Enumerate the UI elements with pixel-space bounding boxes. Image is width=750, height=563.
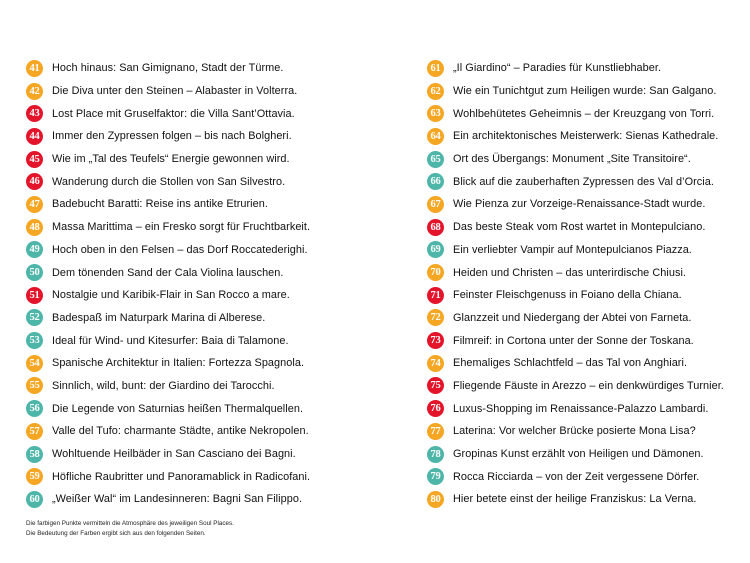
number-badge: 59 — [26, 468, 43, 485]
list-item-text: Wie Pienza zur Vorzeige-Renaissance-Stadt wurde. — [453, 198, 706, 211]
list-item-text: Wohlbehütetes Geheimnis – der Kreuzgang von Torri. — [453, 107, 715, 120]
list-item-text: Heiden und Christen – das unterirdische Chiusi. — [453, 266, 686, 279]
list-item-text: Höfliche Raubritter und Panoramablick in Radicofani. — [52, 470, 311, 483]
list-item — [26, 352, 386, 375]
list-item-text: Luxus-Shopping im Renaissance-Palazzo Lambardi. — [453, 402, 709, 415]
list-item-text: Badebucht Baratti: Reise ins antike Etrurien. — [52, 198, 268, 211]
list-item — [26, 420, 386, 443]
number-badge: 78 — [427, 446, 444, 463]
list-item — [427, 193, 737, 216]
list-item-text: Die Diva unter den Steinen – Alabaster in Volterra. — [52, 85, 298, 98]
list-item — [427, 80, 737, 103]
number-badge: 74 — [427, 355, 444, 372]
list-item-text: Rocca Ricciarda – von der Zeit vergessene Dörfer. — [453, 470, 700, 483]
list-item — [427, 102, 737, 125]
number-badge: 52 — [26, 309, 43, 326]
list-item — [26, 216, 386, 239]
list-item — [26, 307, 386, 330]
list-item — [427, 397, 737, 420]
number-badge: 69 — [427, 241, 444, 258]
number-badge: 65 — [427, 151, 444, 168]
list-item-text: Wohltuende Heilbäder in San Casciano dei Bagni. — [52, 448, 296, 461]
list-item-text: Wanderung durch die Stollen von San Silvestro. — [52, 175, 286, 188]
list-item — [26, 102, 386, 125]
number-badge: 46 — [26, 173, 43, 190]
list-item — [427, 261, 737, 284]
list-item — [427, 352, 737, 375]
list-item — [26, 239, 386, 262]
list-item — [26, 284, 386, 307]
list-item — [26, 488, 386, 511]
number-badge: 75 — [427, 377, 444, 394]
list-item — [427, 170, 737, 193]
number-badge: 60 — [26, 491, 43, 508]
number-badge: 49 — [26, 241, 43, 258]
number-badge: 54 — [26, 355, 43, 372]
number-badge: 70 — [427, 264, 444, 281]
number-badge: 51 — [26, 287, 43, 304]
right-list — [427, 57, 737, 511]
number-badge: 58 — [26, 446, 43, 463]
list-item-text: Hoch hinaus: San Gimignano, Stadt der Türme. — [52, 62, 284, 75]
list-item-text: Nostalgie und Karibik-Flair in San Rocco a mare. — [52, 289, 290, 302]
list-item — [26, 397, 386, 420]
list-item-text: Immer den Zypressen folgen – bis nach Bolgheri. — [52, 130, 292, 143]
list-item — [427, 57, 737, 80]
list-item — [427, 239, 737, 262]
number-badge: 63 — [427, 105, 444, 122]
number-badge: 44 — [26, 128, 43, 145]
list-item — [427, 307, 737, 330]
list-item — [26, 465, 386, 488]
list-item — [26, 125, 386, 148]
list-item-text: Ideal für Wind- und Kitesurfer: Baia di Talamone. — [52, 334, 289, 347]
list-item-text: Wie ein Tunichtgut zum Heiligen wurde: San Galgano. — [453, 85, 717, 98]
number-badge: 77 — [427, 423, 444, 440]
list-item-text: Ehemaliges Schlachtfeld – das Tal von Anghiari. — [453, 357, 688, 370]
list-item-text: Spanische Architektur in Italien: Fortezza Spagnola. — [52, 357, 305, 370]
number-badge: 55 — [26, 377, 43, 394]
list-item-text: Fliegende Fäuste in Arezzo – ein denkwürdiges Turnier. — [453, 379, 724, 392]
list-item-text: Laterina: Vor welcher Brücke posierte Mona Lisa? — [453, 425, 696, 438]
number-badge: 64 — [427, 128, 444, 145]
number-badge: 72 — [427, 309, 444, 326]
list-item-text: „Weißer Wal“ im Landesinneren: Bagni San Filippo. — [52, 493, 303, 506]
list-item — [427, 284, 737, 307]
list-item — [26, 148, 386, 171]
list-item-text: Sinnlich, wild, bunt: der Giardino dei Tarocchi. — [52, 379, 275, 392]
list-item — [427, 420, 737, 443]
list-item-text: Valle del Tufo: charmante Städte, antike Nekropolen. — [52, 425, 309, 438]
number-badge: 68 — [427, 219, 444, 236]
number-badge: 79 — [427, 468, 444, 485]
footer-line-1: Die farbigen Punkte vermitteln die Atmosphäre des jeweiligen Soul Places. — [26, 520, 234, 527]
list-item — [26, 80, 386, 103]
left-list — [26, 57, 386, 511]
number-badge: 66 — [427, 173, 444, 190]
number-badge: 47 — [26, 196, 43, 213]
number-badge: 45 — [26, 151, 43, 168]
number-badge: 57 — [26, 423, 43, 440]
number-badge: 80 — [427, 491, 444, 508]
list-item-text: Ein verliebter Vampir auf Montepulcianos Piazza. — [453, 243, 692, 256]
list-item — [427, 465, 737, 488]
list-item — [427, 443, 737, 466]
footer-line-2: Die Bedeutung der Farben ergibt sich aus den folgenden Seiten. — [26, 529, 206, 537]
number-badge: 42 — [26, 83, 43, 100]
number-badge: 50 — [26, 264, 43, 281]
list-item-text: Badespaß im Naturpark Marina di Alberese. — [52, 311, 266, 324]
list-item — [427, 125, 737, 148]
number-badge: 41 — [26, 60, 43, 77]
number-badge: 76 — [427, 400, 444, 417]
list-item-text: „Il Giardino“ – Paradies für Kunstliebhaber. — [453, 62, 662, 75]
list-item-text: Glanzzeit und Niedergang der Abtei von Farneta. — [453, 311, 692, 324]
list-item-text: Lost Place mit Gruselfaktor: die Villa Sant’Ottavia. — [52, 107, 295, 120]
list-item — [427, 216, 737, 239]
list-item — [26, 329, 386, 352]
list-item-text: Hoch oben in den Felsen – das Dorf Roccatederighi. — [52, 243, 308, 256]
list-item-text: Hier betete einst der heilige Franziskus: La Verna. — [453, 493, 697, 506]
list-item-text: Blick auf die zauberhaften Zypressen des Val d’Orcia. — [453, 175, 714, 188]
number-badge: 61 — [427, 60, 444, 77]
number-badge: 53 — [26, 332, 43, 349]
number-badge: 71 — [427, 287, 444, 304]
footer-note — [26, 519, 234, 538]
number-badge: 48 — [26, 219, 43, 236]
list-item — [26, 57, 386, 80]
list-item — [26, 443, 386, 466]
list-item-text: Ort des Übergangs: Monument „Site Transitoire“. — [453, 153, 691, 166]
list-item — [427, 329, 737, 352]
list-item-text: Die Legende von Saturnias heißen Thermalquellen. — [52, 402, 304, 415]
list-item — [427, 375, 737, 398]
number-badge: 73 — [427, 332, 444, 349]
list-item-text: Dem tönenden Sand der Cala Violina lauschen. — [52, 266, 284, 279]
list-item-text: Filmreif: in Cortona unter der Sonne der Toskana. — [453, 334, 694, 347]
list-item — [26, 375, 386, 398]
list-item — [26, 261, 386, 284]
list-item-text: Wie im „Tal des Teufels“ Energie gewonnen wird. — [52, 153, 290, 166]
list-item-text: Das beste Steak vom Rost wartet in Montepulciano. — [453, 221, 706, 234]
list-item — [26, 170, 386, 193]
list-item — [26, 193, 386, 216]
list-item-text: Feinster Fleischgenuss in Foiano della Chiana. — [453, 289, 682, 302]
number-badge: 56 — [26, 400, 43, 417]
list-item — [427, 148, 737, 171]
list-item — [427, 488, 737, 511]
list-item-text: Ein architektonisches Meisterwerk: Sienas Kathedrale. — [453, 130, 719, 143]
number-badge: 67 — [427, 196, 444, 213]
number-badge: 62 — [427, 83, 444, 100]
list-item-text: Massa Marittima – ein Fresko sorgt für Fruchtbarkeit. — [52, 221, 311, 234]
list-item-text: Gropinas Kunst erzählt von Heiligen und Dämonen. — [453, 448, 704, 461]
number-badge: 43 — [26, 105, 43, 122]
